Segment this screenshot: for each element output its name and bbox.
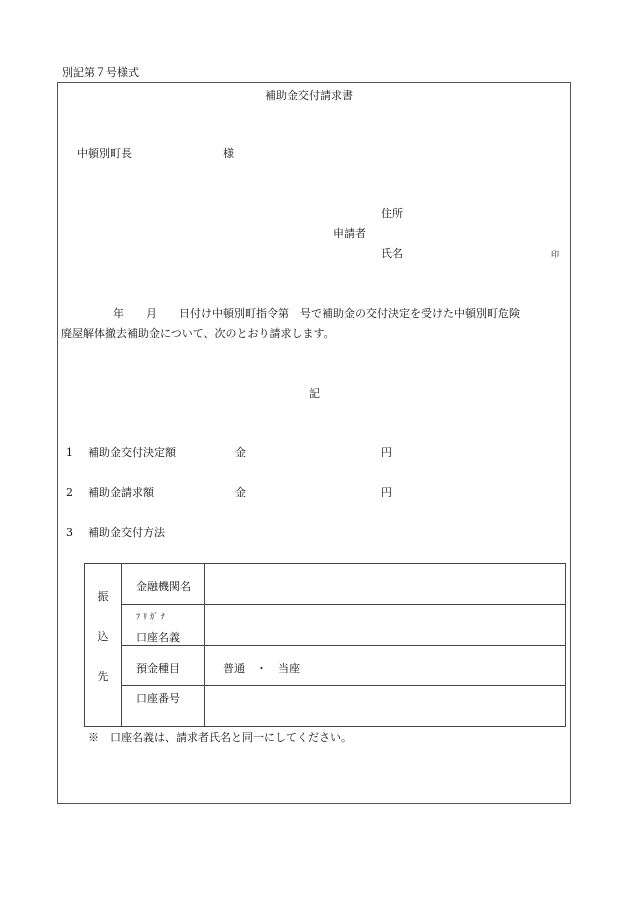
item-3-label: 補助金交付方法: [88, 526, 165, 539]
account-number-field[interactable]: [205, 686, 566, 727]
seal-mark: 印: [551, 250, 559, 259]
form-title: 補助金交付請求書: [265, 89, 353, 102]
item-1-suffix: 円: [381, 446, 392, 459]
item-1-label: 補助金交付決定額: [88, 446, 176, 459]
transfer-destination-label: [85, 564, 122, 727]
item-3-number: 3: [66, 526, 73, 539]
applicant-name-label: 氏名: [381, 247, 403, 260]
bank-name-field[interactable]: [205, 564, 566, 605]
item-2-prefix: 金: [235, 486, 246, 499]
ki-heading: 記: [309, 387, 320, 400]
item-1-prefix: 金: [235, 446, 246, 459]
account-name-note: ※ 口座名義は、請求者氏名と同一にしてください。: [88, 731, 352, 744]
body-text-line-1: 年 月 日付け中頓別町指令第 号で補助金の交付決定を受けた中頓別町危険: [113, 307, 520, 320]
addressee-name: 中頓別町長: [77, 147, 132, 160]
item-2-label: 補助金請求額: [88, 486, 154, 499]
deposit-type-field[interactable]: [205, 646, 566, 686]
bank-name-label-cell: [122, 564, 205, 605]
addressee-honorific: 様: [223, 147, 234, 160]
account-holder-field[interactable]: [205, 605, 566, 646]
applicant-role-label: 申請者: [333, 227, 366, 240]
account-number-label: 口座番号: [136, 692, 180, 705]
vertical-char-2: 込: [97, 630, 109, 643]
item-2-suffix: 円: [381, 486, 392, 499]
bank-name-label: 金融機関名: [136, 580, 191, 593]
account-number-label-cell: [122, 686, 205, 727]
bank-transfer-table: [84, 563, 566, 727]
deposit-type-label: 預金種目: [136, 662, 180, 675]
deposit-type-options: 普通 ・ 当座: [223, 662, 300, 675]
body-text-line-2: 廃屋解体撤去補助金について、次のとおり請求します。: [61, 327, 335, 340]
account-holder-label: 口座名義: [136, 631, 180, 644]
furigana-label: ﾌﾘｶﾞﾅ: [136, 612, 168, 621]
applicant-address-label: 住所: [381, 207, 403, 220]
item-2-number: 2: [66, 486, 73, 499]
item-1-number: 1: [66, 446, 73, 459]
deposit-type-label-cell: [122, 646, 205, 686]
vertical-char-1: 振: [97, 590, 109, 603]
account-holder-label-cell: [122, 605, 205, 646]
form-number: 別記第７号様式: [62, 66, 139, 79]
vertical-char-3: 先: [97, 670, 109, 683]
